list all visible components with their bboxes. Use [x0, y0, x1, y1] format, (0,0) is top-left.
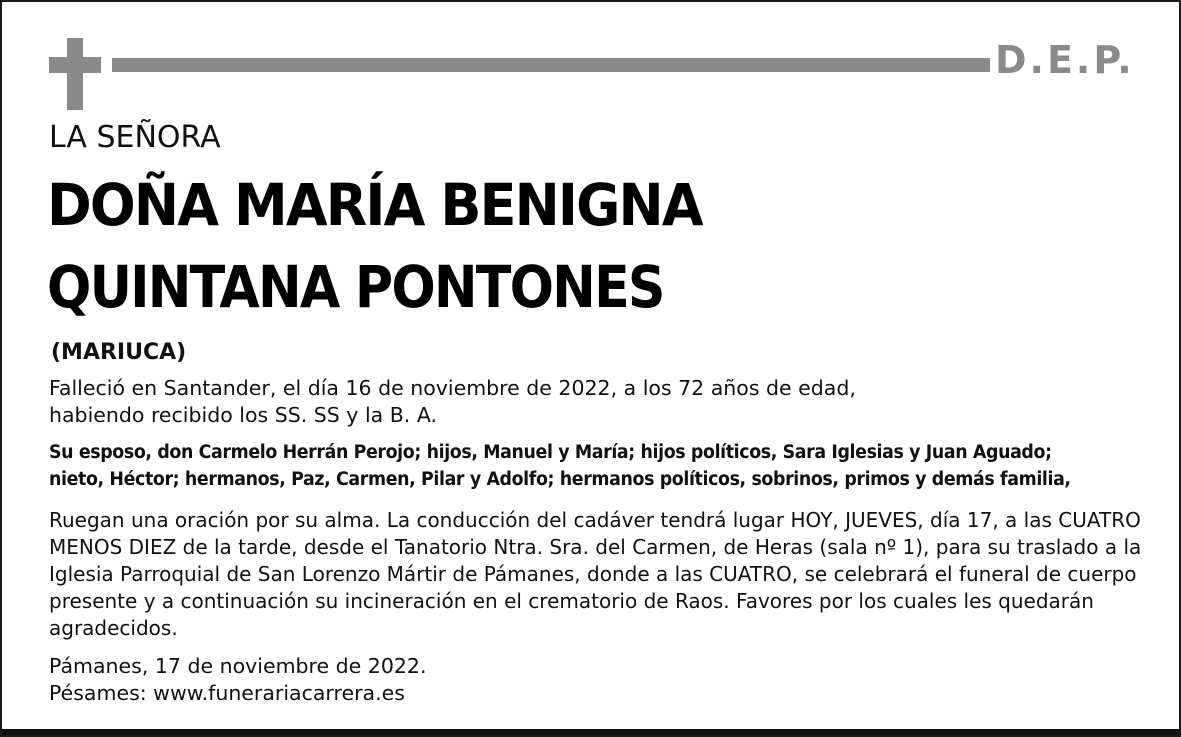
- condolences-link: Pésames: www.funerariacarrera.es: [49, 681, 405, 705]
- deceased-name-line2: QUINTANA PONTONES: [47, 253, 664, 321]
- pre-title: LA SEÑORA: [49, 120, 221, 155]
- request-line: MENOS DIEZ de la tarde, desde el Tanatorio Ntra. Sra. del Carmen, de Heras (sala nº 1), para su traslado a la: [49, 535, 1142, 559]
- request-line: Iglesia Parroquial de San Lorenzo Mártir de Pámanes, donde a las CUATRO, se celebrará el funeral de cuerpo: [49, 562, 1137, 586]
- family-list: [49, 439, 1158, 493]
- cross-icon: [67, 38, 83, 110]
- deceased-name-line1: DOÑA MARÍA BENIGNA: [47, 171, 702, 239]
- request-line: Ruegan una oración por su alma. La conducción del cadáver tendrá lugar HOY, JUEVES, día 17, a las CUATRO: [49, 508, 1141, 532]
- death-info-line: Falleció en Santander, el día 16 de noviembre de 2022, a los 72 años de edad,: [49, 376, 856, 400]
- deceased-nickname: (MARIUCA): [51, 340, 187, 365]
- bottom-border: [2, 729, 1179, 735]
- family-line: nieto, Héctor; hermanos, Paz, Carmen, Pilar y Adolfo; hermanos políticos, sobrinos, primos y demás familia,: [49, 469, 1071, 490]
- cross-icon-bar: [49, 57, 101, 73]
- dep-label: D.E.P.: [995, 38, 1135, 82]
- death-info-line: habiendo recibido los SS. SS y la B. A.: [49, 403, 438, 427]
- service-request: [49, 507, 1149, 642]
- request-line: agradecidos.: [49, 616, 178, 640]
- header-rule: [112, 58, 990, 72]
- death-info: [49, 375, 1159, 429]
- place-date: Pámanes, 17 de noviembre de 2022.: [49, 654, 427, 678]
- family-line: Su esposo, don Carmelo Herrán Perojo; hijos, Manuel y María; hijos políticos, Sara Iglesias y Juan Aguado;: [49, 442, 1052, 463]
- footer: [49, 653, 1149, 707]
- request-line: presente y a continuación su incineración en el crematorio de Raos. Favores por los cuales les quedarán: [49, 589, 1094, 613]
